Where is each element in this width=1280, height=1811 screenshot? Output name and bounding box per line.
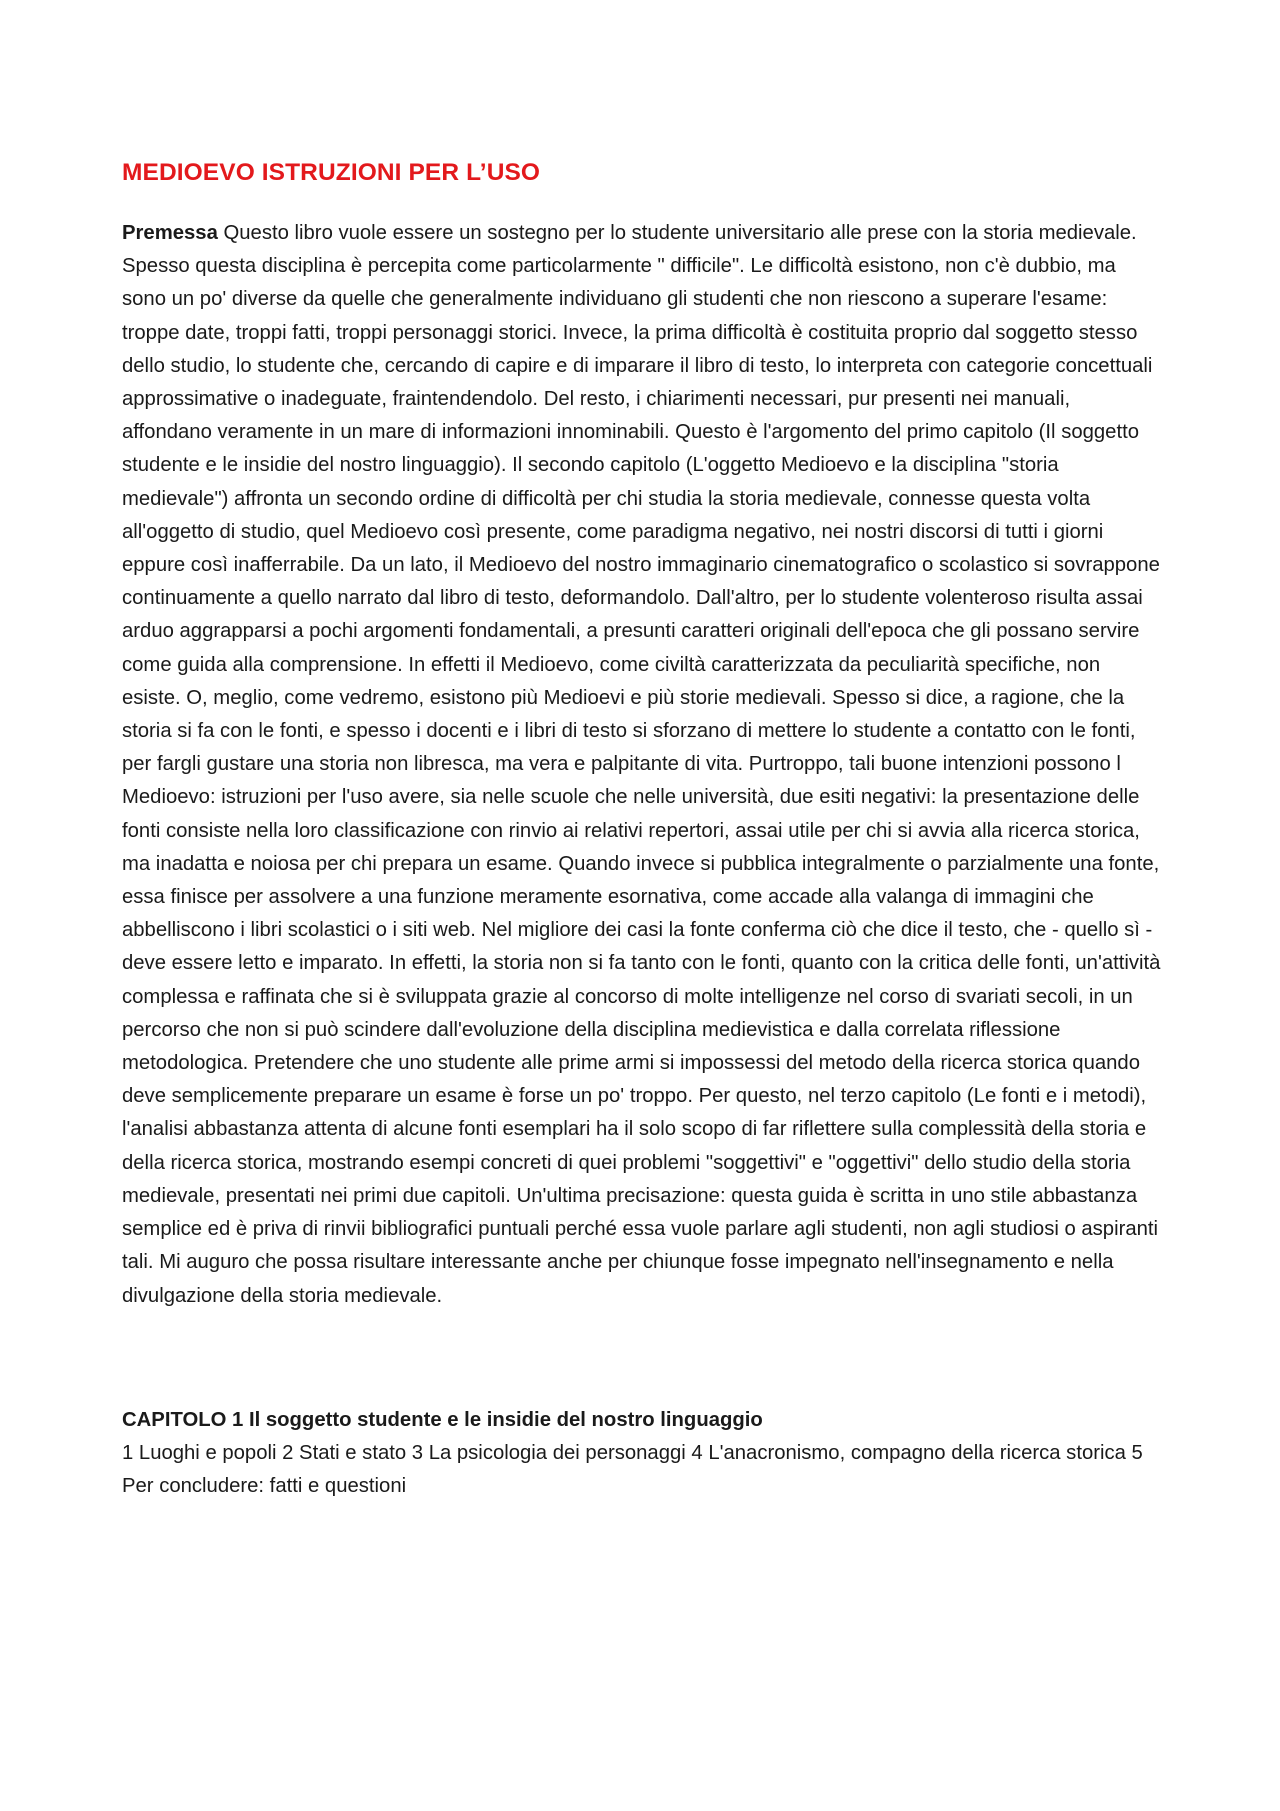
document-title: MEDIOEVO ISTRUZIONI PER L’USO <box>122 159 541 186</box>
intro-lead: Premessa <box>122 222 218 244</box>
chapter-1-contents: 1 Luoghi e popoli 2 Stati e stato 3 La psicologia dei personaggi 4 L'anacronismo, compagno della ricerca storica 5 Per concludere: fatti e questioni <box>122 1442 1143 1498</box>
chapter-1-heading: CAPITOLO 1 Il soggetto studente e le insidie del nostro linguaggio <box>122 1409 763 1431</box>
intro-paragraph <box>122 217 1162 1313</box>
intro-text: Questo libro vuole essere un sostegno per lo studente universitario alle prese con la storia medievale. Spesso questa disciplina è percepita come particolarmente " difficile". Le difficoltà esistono, non c'è dubbio, ma sono un po' diverse da quelle che generalmente individuano gli studenti che non riescono a superare l'esame: troppe date, troppi fatti, troppi personaggi storici. Invece, la prima difficoltà è costituita proprio dal soggetto stesso dello studio, lo studente che, cercando di capire e di imparare il libro di testo, lo interpreta con categorie concettuali approssimative o inadeguate, fraintendendolo. Del resto, i chiarimenti necessari, pur presenti nei manuali, affondano veramente in un mare di informazioni innominabili. Questo è l'argomento del primo capitolo (Il soggetto studente e le insidie del nostro linguaggio). Il secondo capitolo (L'oggetto Medioevo e la disciplina "storia medievale") affronta un secondo ordine di difficoltà per chi studia la storia medievale, connesse questa volta all'oggetto di studio, quel Medioevo così presente, come paradigma negativo, nei nostri discorsi di tutti i giorni eppure così inafferrabile. Da un lato, il Medioevo del nostro immaginario cinematografico o scolastico si sovrappone continuamente a quello narrato dal libro di testo, deformandolo. Dall'altro, per lo studente volenteroso risulta assai arduo aggrapparsi a pochi argomenti fondamentali, a presunti caratteri originali dell'epoca che gli possano servire come guida alla comprensione. In effetti il Medioevo, come civiltà caratterizzata da peculiarità specifiche, non esiste. O, meglio, come vedremo, esistono più Medioevi e più storie medievali. Spesso si dice, a ragione, che la storia si fa con le fonti, e spesso i docenti e i libri di testo si sforzano di mettere lo studente a contatto con le fonti, per fargli gustare una storia non libresca, ma vera e palpitante di vita. Purtroppo, tali buone intenzioni possono l Medioevo: istruzioni per l'uso avere, sia nelle scuole che nelle università, due esiti negativi: la presentazione delle fonti consiste nella loro classificazione con rinvio ai relativi repertori, assai utile per chi si avvia alla ricerca storica, ma inadatta e noiosa per chi prepara un esame. Quando invece si pubblica integralmente o parzialmente una fonte, essa finisce per assolvere a una funzione meramente esornativa, come accade alla valanga di immagini che abbelliscono i libri scolastici o i siti web. Nel migliore dei casi la fonte conferma ciò che dice il testo, che - quello sì - deve essere letto e imparato. In effetti, la storia non si fa tanto con le fonti, quanto con la critica delle fonti, un'attività complessa e raffinata che si è sviluppata grazie al concorso di molte intelligenze nel corso di svariati secoli, in un percorso che non si può scindere dall'evoluzione della disciplina medievistica e dalla correlata riflessione metodologica. Pretendere che uno studente alle prime armi si impossessi del metodo della ricerca storica quando deve semplicemente preparare un esame è forse un po' troppo. Per questo, nel terzo capitolo (Le fonti e i metodi), l'analisi abbastanza attenta di alcune fonti esemplari ha il solo scopo di far riflettere sulla complessità della storia e della ricerca storica, mostrando esempi concreti di quei problemi "soggettivi" e "oggettivi" dello studio della storia medievale, presentati nei primi due capitoli. Un'ultima precisazione: questa guida è scritta in uno stile abbastanza semplice ed è priva di rinvii bibliografici puntuali perché essa vuole parlare agli studenti, non agli studiosi o aspiranti tali. Mi auguro che possa risultare interessante anche per chiunque fosse impegnato nell'insegnamento e nella divulgazione della storia medievale. <box>122 222 1161 1307</box>
